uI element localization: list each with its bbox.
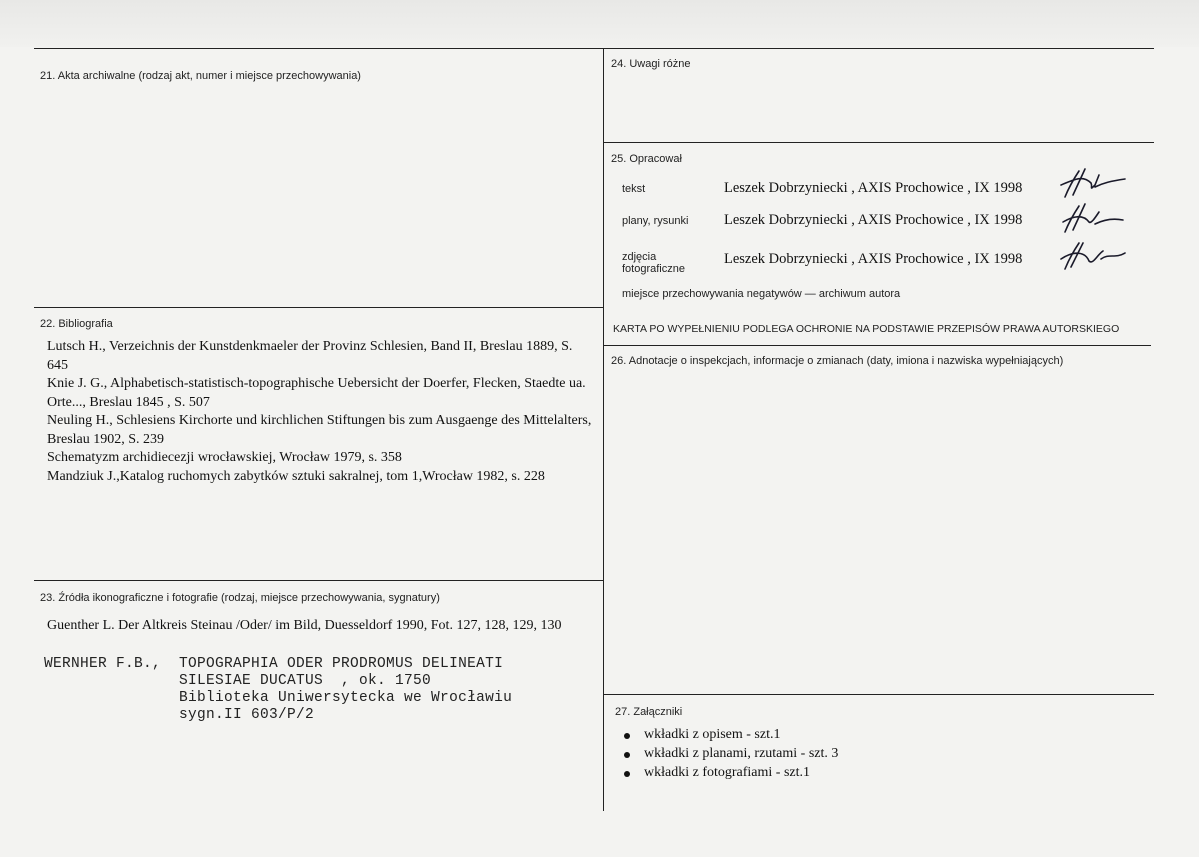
- row-name: plany, rysunki: [622, 215, 689, 227]
- bibliography-entry: Schematyzm archidiecezji wrocławskiej, Wrocław 1979, s. 358: [47, 450, 402, 465]
- signature-icon: [1055, 200, 1130, 238]
- attachment-item: wkładki z fotografiami - szt.1: [620, 765, 838, 784]
- attachment-item: wkładki z opisem - szt.1: [620, 727, 838, 746]
- iconography-entry: Guenther L. Der Altkreis Steinau /Oder/ im Bild, Duesseldorf 1990, Fot. 127, 128, 129, 130: [47, 618, 562, 633]
- typed-entry-line: SILESIAE DUCATUS , ok. 1750: [44, 673, 432, 689]
- bibliography-entry: Mandziuk J.,Katalog ruchomych zabytków sztuki sakralnej, tom 1,Wrocław 1982, s. 228: [47, 468, 545, 484]
- divider-26-27: [603, 694, 1154, 695]
- row-value: Leszek Dobrzyniecki , AXIS Prochowice , IX 1998: [724, 180, 1023, 196]
- divider-25-26: [603, 345, 1151, 346]
- bibliography-list: [47, 338, 592, 486]
- row-name: tekst: [622, 183, 646, 195]
- bibliography-entry: Neuling H., Schlesiens Kirchorte und kirchlichen Stiftungen bis zum Ausgaenge des Mittelalters, Breslau 1902, S. 239: [47, 413, 592, 447]
- section-24-label: 24. Uwagi różne: [611, 58, 691, 70]
- row-value: Leszek Dobrzyniecki , AXIS Prochowice , IX 1998: [724, 251, 1023, 267]
- divider-24-25: [603, 142, 1154, 143]
- row-value: Leszek Dobrzyniecki , AXIS Prochowice , IX 1998: [724, 212, 1023, 228]
- attachments-list: [620, 727, 838, 784]
- copyright-notice: KARTA PO WYPEŁNIENIU PODLEGA OCHRONIE NA PODSTAWIE PRZEPISÓW PRAWA AUTORSKIEGO: [613, 323, 1120, 335]
- signature-icon: [1055, 237, 1130, 275]
- section-21-label: 21. Akta archiwalne (rodzaj akt, numer i miejsce przechowywania): [40, 70, 361, 82]
- bibliography-entry: Knie J. G., Alphabetisch-statistisch-topographische Uebersicht der Doerfer, Flecken, Staedte ua. Orte..., Breslau 1845 , S. 507: [47, 376, 586, 410]
- typed-entry-line: WERNHER F.B., TOPOGRAPHIA ODER PRODROMUS DELINEATI: [44, 656, 504, 672]
- column-divider: [603, 48, 604, 811]
- section-27-label: 27. Załączniki: [615, 706, 683, 718]
- negatives-storage-note: miejsce przechowywania negatywów — archiwum autora: [622, 288, 901, 300]
- row-name: [622, 251, 685, 275]
- section-26-label: 26. Adnotacje o inspekcjach, informacje o zmianach (daty, imiona i nazwiska wypełniających): [611, 355, 1064, 367]
- signature-icon: [1055, 165, 1130, 203]
- bibliography-entry: Lutsch H., Verzeichnis der Kunstdenkmaeler der Provinz Schlesien, Band II, Breslau 1889, S. 645: [47, 339, 573, 373]
- section-25-label: 25. Opracował: [611, 153, 682, 165]
- section-22-label: 22. Bibliografia: [40, 318, 113, 330]
- divider-21-22: [34, 307, 603, 308]
- typed-entry-line: sygn.II 603/P/2: [44, 707, 315, 723]
- section-23-label: 23. Źródła ikonograficzne i fotografie (rodzaj, miejsce przechowywania, sygnatury): [40, 592, 440, 604]
- row-name-line: zdjęcia: [622, 251, 657, 263]
- attachment-item: wkładki z planami, rzutami - szt. 3: [620, 746, 838, 765]
- typed-entry-line: Biblioteka Uniwersytecka we Wrocławiu: [44, 690, 513, 706]
- row-name-line: fotograficzne: [622, 263, 685, 275]
- divider-22-23: [34, 580, 603, 581]
- top-border: [34, 48, 1154, 49]
